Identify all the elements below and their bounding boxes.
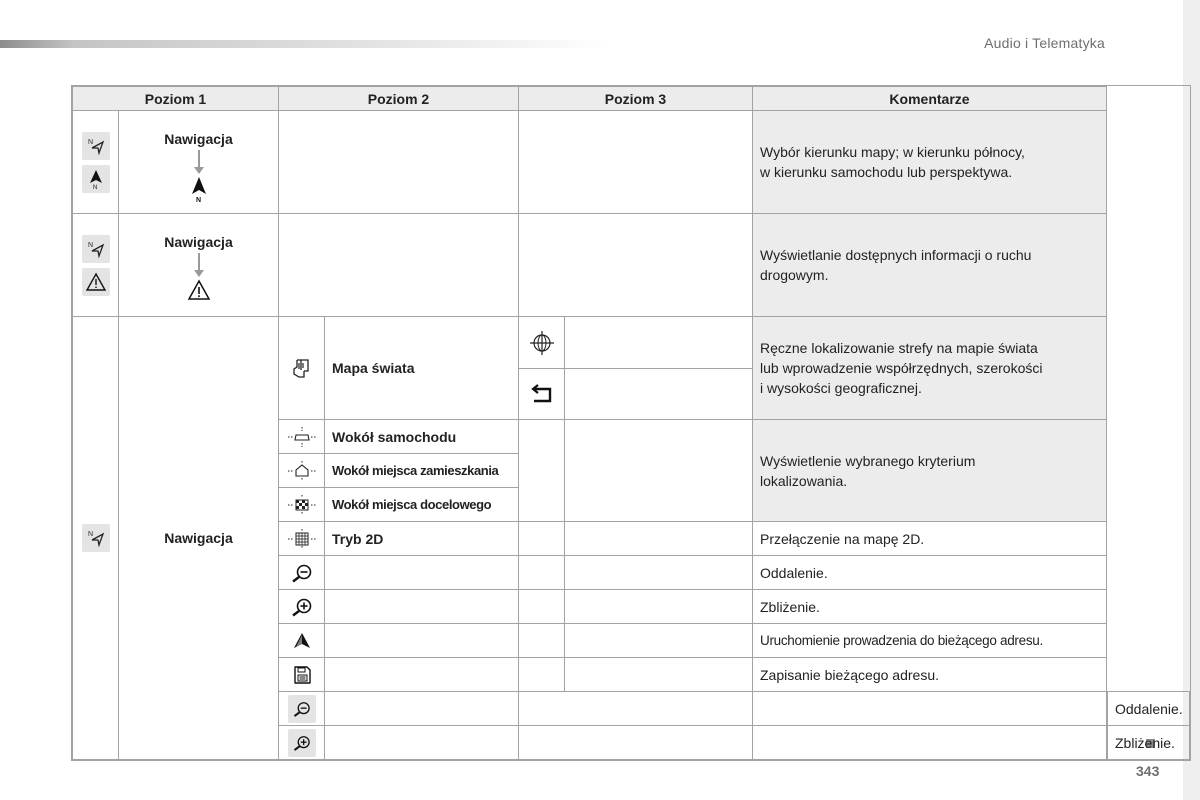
r2-comment-line2: drogowym. [760,267,829,283]
wokol-level3-empty [565,420,753,522]
crosshair-globe-icon [529,330,555,356]
warning-triangle-icon [82,268,110,296]
r5-level1-empty [325,726,519,760]
save-disk-icon [292,665,312,685]
r1-level3-cell [519,111,753,214]
down-arrow-icon [198,150,200,168]
wokol-comment-line1: Wyświetlenie wybranego kryterium [760,452,976,469]
r2-level3-cell [519,214,753,317]
mapa-swiata-comment [753,317,1107,420]
zoom-in-icon [290,597,314,617]
world-map-icon-cell [279,317,325,420]
svg-text:N: N [195,197,201,202]
mapa-swiata-label: Mapa świata [325,317,519,420]
zoom-out-level2-empty [325,556,519,590]
r2-comment-line1: Wyświetlanie dostępnych informacji o ruchu [760,247,1032,263]
r5-level3-icon-empty [753,726,1107,760]
save-level2-empty [325,658,519,692]
mapa-comment-line3: i wysokości geograficznej. [760,380,922,396]
guidance-arrow-icon [292,631,312,651]
guidance-level3-icon-empty [519,624,565,658]
r4-level1-empty [325,692,519,726]
zoom-out-level3-icon-empty [519,556,565,590]
svg-text:N: N [87,241,93,249]
around-home-icon-cell [279,454,325,488]
r4-comment: Oddalenie. [1108,692,1190,726]
save-level3-empty [565,658,753,692]
r2-comment [753,214,1107,317]
north-arrow-icon [82,165,110,193]
tryb-2d-comment: Przełączenie na mapę 2D. [753,522,1107,556]
r4-level2-empty [519,692,753,726]
wokol-comment [753,420,1107,522]
svg-text:N: N [87,531,93,538]
zoom-in-level3-empty [565,590,753,624]
r2-level2-cell [279,214,519,317]
map-2d-grid-icon [287,528,317,550]
tryb-2d-label: Tryb 2D [325,522,519,556]
guidance-level3-empty [565,624,753,658]
page-number: 343 [1136,763,1160,779]
guidance-icon-cell [279,624,325,658]
r3-icon-cell [73,317,119,760]
section-title: Audio i Telematyka [984,35,1105,51]
svg-text:N: N [87,138,93,146]
r3a-level3-empty [565,317,753,369]
header-poziom-2: Poziom 2 [279,87,519,111]
zoom-in-icon [288,729,316,757]
r1-icon-cell [73,111,119,214]
r1-level2-cell [279,111,519,214]
save-comment: Zapisanie bieżącego adresu. [753,658,1107,692]
zoom-in-icon-cell [279,590,325,624]
save-icon-cell [279,658,325,692]
zoom-out-icon [290,563,314,583]
r2-icon-cell [73,214,119,317]
r1-level1-cell [119,111,279,214]
crosshair-icon-cell [519,317,565,369]
wokol-zamieszkania-label: Wokół miejsca zamieszkania [325,454,519,488]
r3-level1-label: Nawigacja [119,317,279,760]
map-2d-icon-cell [279,522,325,556]
checkered-flag-icon [287,494,317,516]
save-level3-icon-empty [519,658,565,692]
navigation-icon [82,132,110,160]
r1-comment-line2: w kierunku samochodu lub perspektywa. [760,164,1013,180]
north-arrow-icon [189,176,209,202]
r2-level1-cell [119,214,279,317]
r1-level1-label: Nawigacja [164,131,233,147]
r1-comment-line1: Wybór kierunku mapy; w kierunku północy, [760,144,1025,160]
wokol-samochodu-label: Wokół samochodu [325,420,519,454]
header-komentarze: Komentarze [753,87,1107,111]
zoom-out-icon [288,695,316,723]
header-poziom-1: Poziom 1 [73,87,279,111]
wokol-docelowego-label: Wokół miejsca docelowego [325,488,519,522]
mapa-comment-line1: Ręczne lokalizowanie strefy na mapie świata [760,340,1038,356]
r5-comment: Zbliżenie. [1108,726,1190,760]
around-home-icon [287,460,317,482]
zoom-out-level3-empty [565,556,753,590]
zoom-out-comment: Oddalenie. [753,556,1107,590]
header-poziom-3: Poziom 3 [519,87,753,111]
r5-icon-cell [279,726,325,760]
down-arrow-icon [198,253,200,271]
r4-level3-icon-empty [753,692,1107,726]
guidance-level2-empty [325,624,519,658]
world-map-icon [291,357,313,379]
r1-comment [753,111,1107,214]
back-return-icon [530,384,554,404]
r2-level1-label: Nawigacja [164,234,233,250]
zoom-in-level2-empty [325,590,519,624]
warning-triangle-icon [187,279,211,301]
around-car-icon [287,426,317,448]
around-destination-icon-cell [279,488,325,522]
tryb-2d-level3-icon-empty [519,522,565,556]
mapa-comment-line2: lub wprowadzenie współrzędnych, szerokości [760,360,1043,376]
back-icon-cell [519,369,565,420]
r3b-level3-empty [565,369,753,420]
around-car-icon-cell [279,420,325,454]
svg-text:N: N [92,184,97,189]
top-decorative-bar [0,40,610,48]
zoom-out-icon-cell [279,556,325,590]
wokol-comment-line2: lokalizowania. [760,472,848,489]
tryb-2d-level3-empty [565,522,753,556]
zoom-in-level3-icon-empty [519,590,565,624]
guidance-comment: Uruchomienie prowadzenia do bieżącego adresu. [753,624,1107,658]
menu-table [71,85,1191,761]
navigation-icon [82,524,110,552]
navigation-icon [82,235,110,263]
zoom-in-comment: Zbliżenie. [753,590,1107,624]
r5-level2-empty [519,726,753,760]
r4-icon-cell [279,692,325,726]
wokol-level3-icon-empty [519,420,565,522]
